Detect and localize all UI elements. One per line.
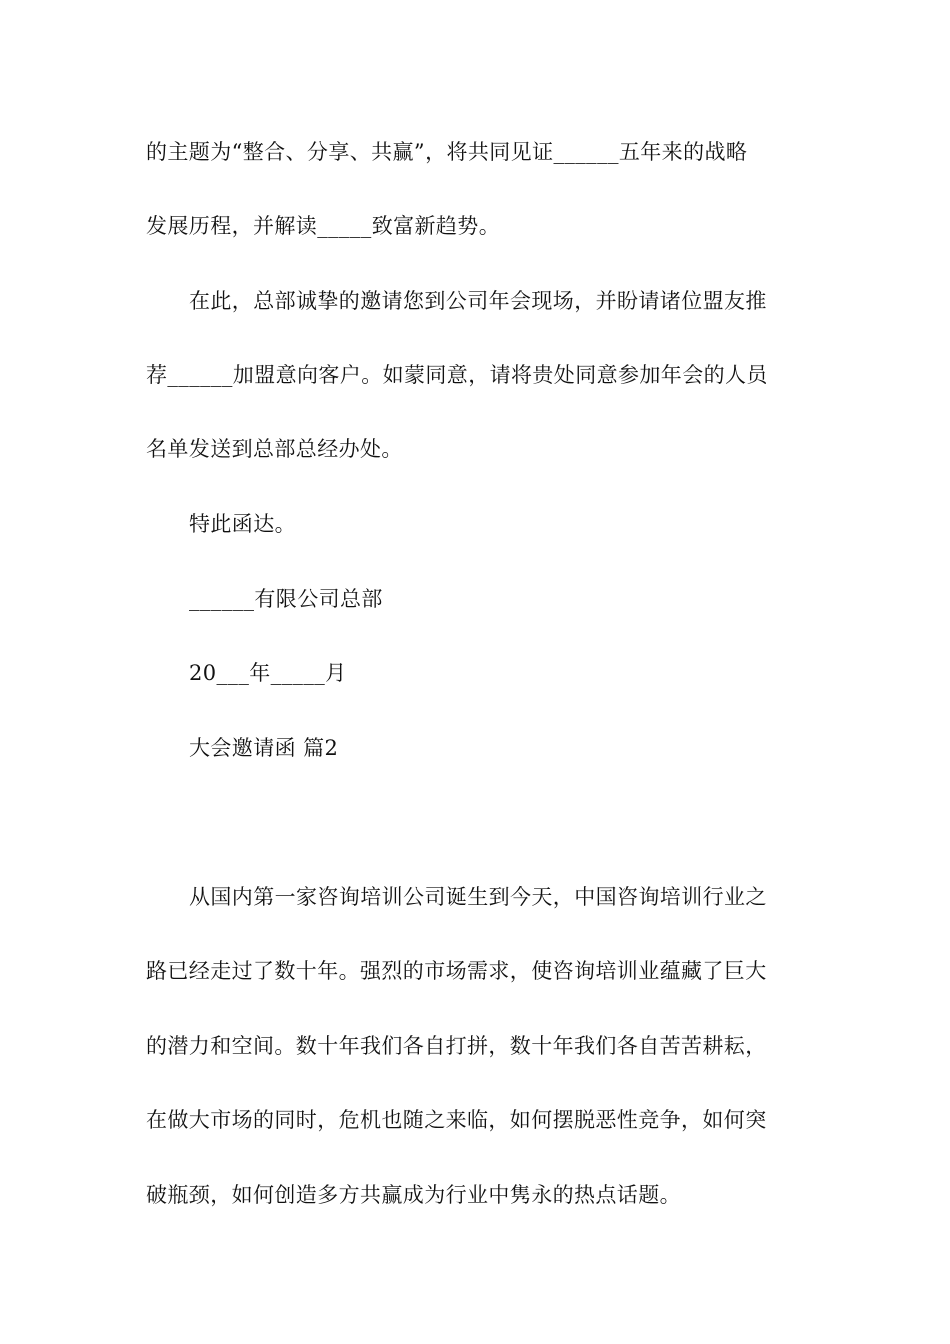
signature-line: ______有限公司总部 <box>189 587 383 611</box>
section-heading: 大会邀请函 篇2 <box>189 736 339 760</box>
paragraph2-line3: 名单发送到总部总经办处。 <box>146 437 403 461</box>
paragraph3-line4: 在做大市场的同时，危机也随之来临，如何摆脱恶性竞争，如何突 <box>146 1108 767 1132</box>
paragraph2-line2: 荐______加盟意向客户。如蒙同意，请将贵处同意参加年会的人员 <box>146 363 768 387</box>
paragraph3-line2: 路已经走过了数十年。强烈的市场需求，使咨询培训业蕴藏了巨大 <box>146 959 767 983</box>
paragraph2-line1: 在此，总部诚挚的邀请您到公司年会现场，并盼请诸位盟友推 <box>189 289 767 313</box>
paragraph1-line1: 的主题为“整合、分享、共赢”，将共同见证______五年来的战略 <box>146 140 748 164</box>
paragraph3-line3: 的潜力和空间。数十年我们各自打拼，数十年我们各自苦苦耕耘， <box>146 1034 767 1058</box>
closing-line: 特此函达。 <box>189 512 296 536</box>
paragraph1-line2: 发展历程，并解读_____致富新趋势。 <box>146 214 501 238</box>
paragraph3-line1: 从国内第一家咨询培训公司诞生到今天，中国咨询培训行业之 <box>189 885 767 909</box>
paragraph3-line5: 破瓶颈，如何创造多方共赢成为行业中隽永的热点话题。 <box>146 1183 681 1207</box>
date-line: 20___年_____月 <box>189 661 347 685</box>
